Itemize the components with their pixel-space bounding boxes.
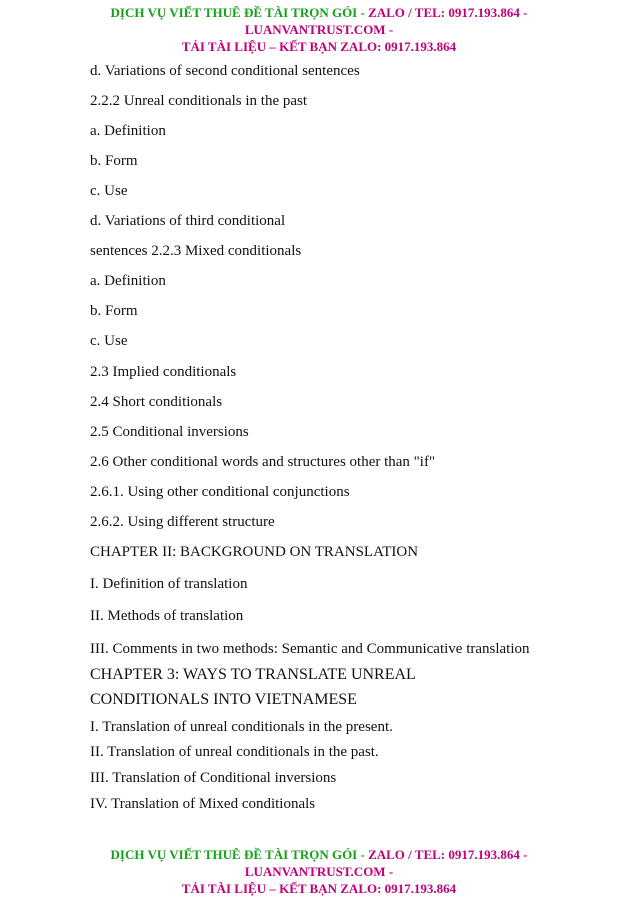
header-zalo-text: ZALO / TEL: 0917.193.864 -: [368, 5, 528, 20]
toc-line: III. Translation of Conditional inversions: [90, 770, 337, 786]
footer-service-text: DỊCH VỤ VIẾT THUÊ ĐỀ TÀI TRỌN GÓI -: [110, 847, 369, 862]
toc-line: IV. Translation of Mixed conditionals: [90, 796, 316, 812]
toc-line: 2.5 Conditional inversions: [90, 424, 249, 440]
toc-line: 2.6.2. Using different structure: [90, 514, 275, 530]
footer-download-text: TẢI TÀI LIỆU – KẾT BẠN ZALO: 0917.193.864: [181, 881, 457, 896]
header-banner-line-1: [0, 4, 638, 21]
toc-line: b. Form: [90, 153, 138, 169]
toc-line: c. Use: [90, 333, 128, 349]
chapter-heading: CONDITIONALS INTO VIETNAMESE: [90, 691, 357, 708]
toc-line: a. Definition: [90, 123, 166, 139]
header-service-text: DỊCH VỤ VIẾT THUÊ ĐỀ TÀI TRỌN GÓI -: [110, 5, 369, 20]
toc-line: 2.6.1. Using other conditional conjunctions: [90, 484, 350, 500]
toc-line: 2.3 Implied conditionals: [90, 364, 237, 380]
header-banner: [0, 4, 638, 55]
toc-line: II. Methods of translation: [90, 608, 244, 624]
toc-line: b. Form: [90, 303, 138, 319]
toc-line: a. Definition: [90, 273, 166, 289]
toc-line: sentences 2.2.3 Mixed conditionals: [90, 243, 302, 259]
toc-line: II. Translation of unreal conditionals in the past.: [90, 744, 379, 760]
chapter-heading: CHAPTER II: BACKGROUND ON TRANSLATION: [90, 544, 419, 560]
toc-line: 2.4 Short conditionals: [90, 394, 223, 410]
toc-line: d. Variations of second conditional sentences: [90, 63, 360, 79]
header-download-text: TẢI TÀI LIỆU – KẾT BẠN ZALO: 0917.193.864: [181, 39, 457, 54]
footer-banner: [0, 846, 638, 897]
footer-zalo-text: ZALO / TEL: 0917.193.864 -: [368, 847, 528, 862]
chapter-heading: CHAPTER 3: WAYS TO TRANSLATE UNREAL: [90, 666, 416, 683]
toc-line: 2.6 Other conditional words and structures other than "if": [90, 454, 436, 470]
toc-line: 2.2.2 Unreal conditionals in the past: [90, 93, 308, 109]
toc-line: I. Definition of translation: [90, 576, 248, 592]
toc-line: c. Use: [90, 183, 128, 199]
toc-line: d. Variations of third conditional: [90, 213, 286, 229]
toc-line: III. Comments in two methods: Semantic and Communicative translation: [90, 641, 530, 657]
footer-banner-line-1: [0, 846, 638, 863]
header-website-text: LUANVANTRUST.COM -: [244, 22, 394, 37]
toc-line: I. Translation of unreal conditionals in the present.: [90, 719, 393, 735]
footer-website-text: LUANVANTRUST.COM -: [244, 864, 394, 879]
